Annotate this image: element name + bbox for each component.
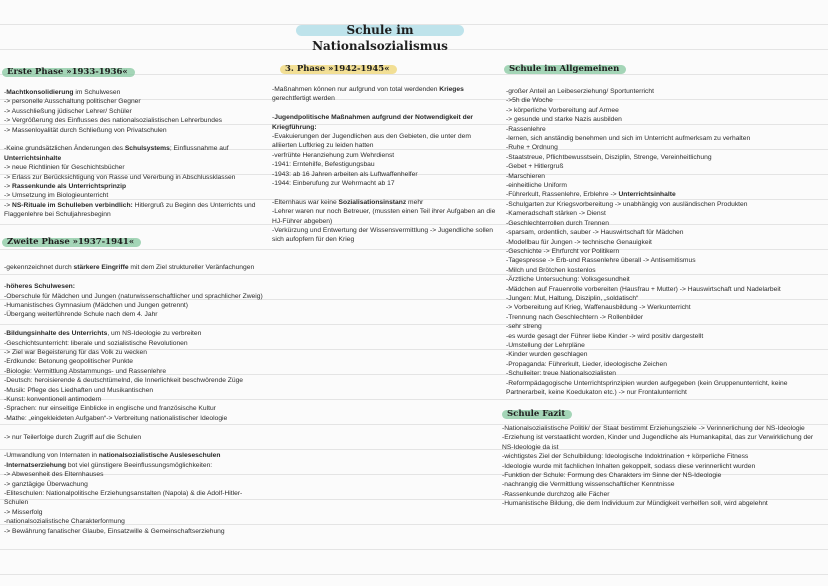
text-line: -> ganztägige Überwachung <box>4 480 88 488</box>
heading-phase-3: 3. Phase »1942-1945« <box>282 63 393 75</box>
text-line: -Übergang weiterführende Schule nach dem 4. Jahr <box>4 311 158 319</box>
text-line: -> Ausschließung jüdischer Lehrer/ Schüler <box>4 107 132 115</box>
text-line: -Geschichte -> Ehrfurcht vor Politikern <box>506 247 620 255</box>
text-line: -Mädchen auf Frauenrolle vorbereiten (Hausfrau + Mutter) -> Hauswirtschaft und Nadelarbeit <box>506 285 781 293</box>
text-line: -Marschieren <box>506 172 546 180</box>
text-line: alliierten Luftkrieg zu leiden hatten <box>272 142 374 150</box>
text-line: -> Bewährung fanatischer Glaube, Einsatzwille & Gemeinschaftserziehung <box>4 527 225 535</box>
text-line: -Schulleiter: treue Nationalsozialisten <box>506 370 617 378</box>
text-line: -Tagespresse -> Erb-und Rassenlehre überall -> Antisemitismus <box>506 257 696 265</box>
text-line: -Trennung nach Geschlechtern -> Rollenbilder <box>506 313 644 321</box>
text-line: -Humanistisches Gymnasium (Mädchen und Jungen getrennt) <box>4 302 188 309</box>
text-line: -> Vorbereitung auf Krieg, Waffenausbildung -> Werkunterricht <box>506 304 691 312</box>
text-line: -Verkürzung und Entwertung der Wissensvermittlung -> Jugendliche sollen <box>272 227 493 235</box>
heading-general: Schule im Allgemeinen <box>506 63 622 75</box>
text-line: -> Ziel war Begeisterung für das Volk zu wecken <box>4 349 147 357</box>
text-line: -Mathe: „eingekleideten Aufgaben“-> Verbreitung nationalistischer Ideologie <box>4 414 228 422</box>
text-line: -Oberschule für Mädchen und Jungen (naturwissenschaftlicher und sprachlicher Zweig) <box>4 292 263 300</box>
text-line <box>4 423 263 432</box>
text-line <box>4 135 255 144</box>
text-line: -Bildungsinhalte des Unterrichts, um NS-Ideologie zu verbreiten <box>4 330 202 338</box>
text-line: -Modellbau für Jungen -> technische Genauigkeit <box>506 238 652 246</box>
text-line <box>4 442 263 451</box>
text-line: -nachrangig die Vermittlung wissenschaftlicher Kenntnisse <box>502 481 675 489</box>
text-line: -Kunst: konventionell antimodern <box>4 396 102 404</box>
heading-phase-2: Zweite Phase »1937-1941« <box>4 236 137 248</box>
text-line <box>4 273 263 282</box>
text-line: -sehr streng <box>506 323 542 331</box>
text-line: -Evakuierungen der Jugendlichen aus den Gebieten, die unter dem <box>272 133 471 141</box>
text-line <box>4 254 263 263</box>
text-line: -Biologie: Vermittlung Abstammungs- und Rassenlehre <box>4 367 167 375</box>
text-line: -> NS-Rituale im Schulleben verbindlich: Hitlergruß zu Beginn des Unterrichts und <box>4 201 256 209</box>
text-line: -Umwandlung von Internaten in nationalsozialistische Ausleseschulen <box>4 452 221 460</box>
text-line: -Erziehung ist verstaatlicht worden, Kinder und Jugendliche als Humankapital, das zur Verwirklichung der <box>502 434 814 442</box>
text-line: -Erdkunde: Betonung geopolitischer Punkte <box>4 358 134 366</box>
text-line: -Geschichtsunterricht: liberale und sozialistische Revolutionen <box>4 339 188 347</box>
text-line: -Staatstreue, Pflichtbewusstsein, Disziplin, Strenge, Vereinheitlichung <box>506 153 712 161</box>
text-line: -Schulgarten zur Kriegsvorbereitung -> unabhängig von ausländischen Produkten <box>506 200 748 208</box>
text-line: -Ärztliche Untersuchung: Volksgesundheit <box>506 276 630 284</box>
text-line: -es wurde gesagt der Führer liebe Kinder -> wird positiv dargestellt <box>506 332 704 340</box>
text-line: -Propaganda: Führerkult, Lieder, ideologische Zeichen <box>506 360 667 368</box>
text-line: -Kameradschaft stärken -> Dienst <box>506 210 606 218</box>
text-line: -> Rassenkunde als Unterrichtsprinzip <box>4 183 127 191</box>
heading-phase-1: Erste Phase »1933-1936« <box>4 66 131 78</box>
column-conclusion <box>502 408 813 509</box>
text-line <box>4 320 263 329</box>
text-line: -sparsam, ordentlich, sauber -> Hauswirtschaft für Mädchen <box>506 229 684 237</box>
text-line: -verfrühte Heranziehung zum Wehrdienst <box>272 151 395 159</box>
text-line: -wichtigstes Ziel der Schulbildung: Ideologische Indoktrination + körperliche Fitness <box>502 453 749 461</box>
text-line: -Sprachen: nur einseitige Einblicke in englische und französische Kultur <box>4 405 216 413</box>
text-line: -Rassenlehre <box>506 125 546 133</box>
text-line: -> körperliche Vorbereitung auf Armee <box>506 106 619 114</box>
text-line: -1943: ab 16 Jahren arbeiten als Luftwaffenhelfer <box>272 170 418 178</box>
text-line: Kriegführung: <box>272 123 317 131</box>
text-line: -Elternhaus war keine Sozialisationsinstanz mehr <box>272 198 424 206</box>
column-phase-2 <box>4 236 263 536</box>
text-line: Partnerarbeit, keine Koedukaton etc.) -> nur Frontalunterricht <box>506 389 687 396</box>
column-general <box>506 63 787 397</box>
text-line: -> nur Teilerfolge durch Zugriff auf die Schulen <box>4 433 142 441</box>
text-line: -> Umsetzung im Biologieunterricht <box>4 192 109 200</box>
text-line: -> Vergrößerung des Einflusses des nationalsozialistischen Lehrerbundes <box>4 117 223 125</box>
text-line: NS-Ideologie da ist <box>502 443 559 451</box>
text-line: gerechtfertigt werden <box>272 95 335 103</box>
heading-conclusion: Schule Fazit <box>504 408 568 420</box>
text-line: -Lehrer waren nur noch Betreuer, (mussten einen Teil ihrer Aufgaben an die <box>272 208 496 216</box>
page-title: Schule im Nationalsozialismus <box>300 22 460 38</box>
text-line <box>272 104 495 113</box>
text-line: -Milch und Brötchen kostenlos <box>506 266 596 274</box>
text-line: -Reformpädagogische Unterrichtsprinzipien wurden aufgegeben (kein Gruppenunterricht, keine <box>506 379 788 387</box>
text-line: -großer Anteil an Leibeserziehung/ Sportunterricht <box>506 88 654 95</box>
text-line: -Funktion der Schule: Formung des Charakters im Sinne der NS-Ideologie <box>502 472 722 480</box>
text-line: -einheitliche Uniform <box>506 182 567 190</box>
text-line: Unterrichtsinhalte <box>4 154 62 162</box>
column-phase-3 <box>272 63 495 245</box>
text-line: -Keine grundsätzlichen Änderungen des Schulsystems; Einflussnahme auf <box>4 145 229 153</box>
text-line: -Humanistische Bildung, die dem Individuum zur Mündigkeit verhelfen soll, wird abgelehnt <box>502 500 768 508</box>
text-line: -Führerkult, Rassenlehre, Erblehre -> Unterrichtsinhalte <box>506 191 676 199</box>
text-line: -> Abwesenheit des Elternhauses <box>4 471 104 479</box>
text-line: HJ-Führer abgeben) <box>272 217 333 225</box>
text-line: -Jugendpolitische Maßnahmen aufgrund der Notwendigkeit der <box>272 114 474 122</box>
text-line: Flaggenlehre bei Schuljahresbeginn <box>4 211 111 219</box>
text-line <box>272 188 495 197</box>
text-line: -> Erlass zur Berücksichtigung von Rasse und Vererbung in Abschlussklassen <box>4 173 236 181</box>
text-line: -Ideologie wurde mit fachlichen Inhalten gekoppelt, sodass diese verinnerlicht wurden <box>502 462 756 470</box>
text-line: -1941: Erntehilfe, Befestigungsbau <box>272 161 375 169</box>
text-line: -Ruhe + Ordnung <box>506 144 558 152</box>
text-line: -höheres Schulwesen: <box>4 283 75 291</box>
text-line: -Musik: Pflege des Liedhaften und Musikantischen <box>4 386 154 394</box>
text-line: -Deutsch: heroisierende & deutschtümelnd, die Innerlichkeit beschwörende Züge <box>4 377 244 385</box>
text-line: -1944: Einberufung zur Wehrmacht ab 17 <box>272 180 395 188</box>
text-line: -> Massenloyalität durch Schließung von Privatschulen <box>4 126 167 134</box>
text-line: -Rassenkunde durchzog alle Fächer <box>502 490 610 498</box>
text-line: -Umstellung der Lehrpläne <box>506 341 585 349</box>
text-line: -Maßnahmen können nur aufgrund von total werdenden Krieges <box>272 86 464 93</box>
text-line: -Internatserziehung bot viel günstigere Beeinflussungsmöglichkeiten: <box>4 461 213 469</box>
text-line: -> neue Richtlinien für Geschichtsbücher <box>4 164 125 172</box>
text-line: -Jungen: Mut, Haltung, Disziplin, „soldatisch“ <box>506 294 639 302</box>
text-line: -Kinder wurden geschlagen <box>506 351 588 359</box>
text-line: -Geschlechterrollen durch Trennen <box>506 219 609 227</box>
text-line: -gekennzeichnet durch stärkere Eingriffe mit dem Ziel struktureller Veränfachungen <box>4 264 255 272</box>
text-line: -> gesunde und starke Nazis ausbilden <box>506 116 622 124</box>
text-line: Schulen <box>4 499 29 507</box>
text-line: sich aufopfern für den Krieg <box>272 236 355 244</box>
text-line: -Eliteschulen: Nationalpolitische Erziehungsanstalten (Napola) & die Adolf-Hitler- <box>4 490 243 498</box>
text-line: -Nationalsozialistische Politik/ der Staat bestimmt Erziehungsziele -> Verinnerlichung der NS-Ideologie <box>502 425 805 432</box>
text-line: -Machtkonsolidierung im Schulwesen <box>4 89 121 96</box>
text-line: -Gebet + Hitlergruß <box>506 163 564 171</box>
column-phase-1 <box>4 66 255 220</box>
text-line: -nationalsozialistische Charakterformung <box>4 518 125 526</box>
text-line: -lernen, sich anständig benehmen und sich im Unterricht aufmerksam zu verhalten <box>506 135 751 143</box>
text-line: -> Misserfolg <box>4 508 43 516</box>
text-line: -> personelle Ausschaltung politischer Gegner <box>4 98 141 106</box>
text-line: ->5h die Woche <box>506 97 553 105</box>
